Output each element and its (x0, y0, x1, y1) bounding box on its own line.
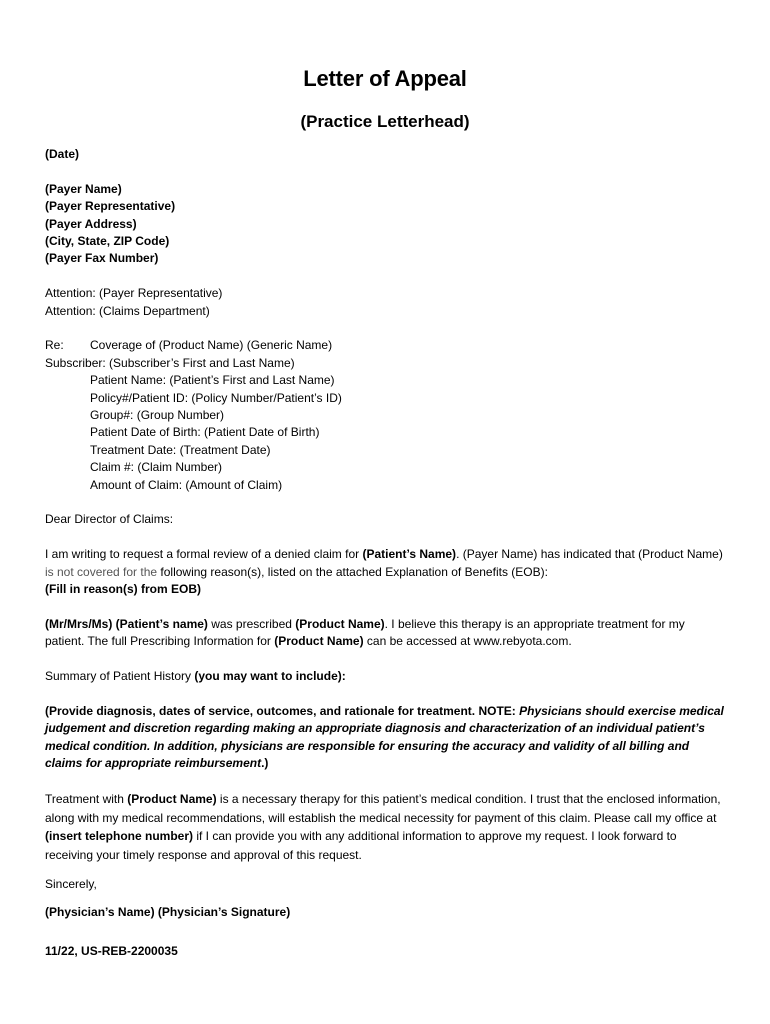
para3-text: if I can provide you with any additional information to approve my request. I look forward to receiving your timely response and approval of this request. (45, 829, 677, 863)
salutation: Dear Director of Claims: (45, 512, 174, 527)
re-coverage: Coverage of (Product Name) (Generic Name) (90, 338, 333, 353)
para3-phone: (insert telephone number) (45, 829, 194, 844)
closing: Sincerely, (45, 877, 97, 892)
para2-product: (Product Name) (295, 616, 385, 631)
reasons-placeholder: (Fill in reason(s) from EOB) (45, 582, 202, 597)
paragraph-prescribed (45, 616, 725, 651)
summary-text: Summary of Patient History (45, 669, 195, 684)
para2-product: (Product Name) (274, 634, 364, 649)
para1-text: I am writing to request a formal review of a denied claim for (45, 547, 363, 562)
payer-block (45, 181, 725, 268)
paragraph-denied-claim (45, 546, 725, 598)
attention-claims-department: Attention: (Claims Department) (45, 303, 210, 318)
history-bold: .) (261, 756, 269, 771)
history-note: Physicians should exercise medical judgement and discretion regarding making an appropriate diagnosis and characterization of an individual patient’s medical condition. In addition, physicians are responsible for ensuring the accuracy and validity of all billing and claims for appropriate reimbursement (45, 703, 724, 771)
re-group: Group#: (Group Number) (90, 408, 225, 423)
para2-patient: (Mr/Mrs/Ms) (Patient’s name) (45, 616, 208, 631)
patient-history-instructions (45, 703, 725, 773)
attention-representative: Attention: (Payer Representative) (45, 286, 223, 301)
paragraph-necessity (45, 790, 725, 865)
re-claim-number: Claim #: (Claim Number) (90, 460, 223, 475)
payer-fax: (Payer Fax Number) (45, 251, 159, 266)
date-line: (Date) (45, 147, 80, 161)
re-policy: Policy#/Patient ID: (Policy Number/Patient’s ID) (90, 390, 342, 405)
letterhead-placeholder: (Practice Letterhead) (300, 112, 470, 131)
physician-signature-line: (Physician’s Name) (Physician’s Signature) (45, 905, 291, 920)
letter-body (45, 146, 725, 961)
para3-text: is a necessary therapy for this patient’s medical condition. I trust that the enclosed information, along with my medical recommendations, will establish the medical necessity for payment of this claim. Please call my office at (45, 791, 721, 825)
payer-city-state-zip: (City, State, ZIP Code) (45, 234, 170, 249)
para3-product: (Product Name) (127, 791, 217, 806)
re-block (45, 337, 725, 494)
history-bold: (Provide diagnosis, dates of service, outcomes, and rationale for treatment. NOTE: (45, 703, 520, 718)
para1-patient-name: (Patient’s Name) (362, 547, 457, 562)
re-treatment-date: Treatment Date: (Treatment Date) (90, 442, 271, 457)
re-patient-name: Patient Name: (Patient’s First and Last Name) (90, 373, 335, 388)
page-title: Letter of Appeal (303, 66, 467, 91)
re-amount: Amount of Claim: (Amount of Claim) (90, 477, 283, 492)
para2-text: . I believe this therapy is an appropriate treatment for my patient. The full Prescribing Information for (45, 616, 685, 649)
para1-gray-text: is not covered for the (45, 564, 158, 579)
re-label: Re: (45, 338, 64, 353)
para1-text: . (Payer Name) has indicated that (Product Name) (456, 547, 723, 562)
re-subscriber: Subscriber: (Subscriber’s First and Last Name) (45, 355, 295, 370)
summary-bold: (you may want to include): (194, 669, 346, 684)
payer-name: (Payer Name) (45, 181, 122, 196)
payer-representative: (Payer Representative) (45, 199, 176, 214)
para1-text: following reason(s), listed on the attached Explanation of Benefits (EOB): (157, 564, 548, 579)
para3-text: Treatment with (45, 791, 128, 806)
re-dob: Patient Date of Birth: (Patient Date of Birth) (90, 425, 320, 440)
summary-heading (45, 668, 725, 685)
attention-block (45, 285, 725, 320)
para2-text: can be accessed at www.rebyota.com. (363, 634, 572, 649)
payer-address: (Payer Address) (45, 216, 137, 231)
para2-text: was prescribed (207, 616, 296, 631)
footer-code: 11/22, US-REB-2200035 (45, 944, 178, 959)
